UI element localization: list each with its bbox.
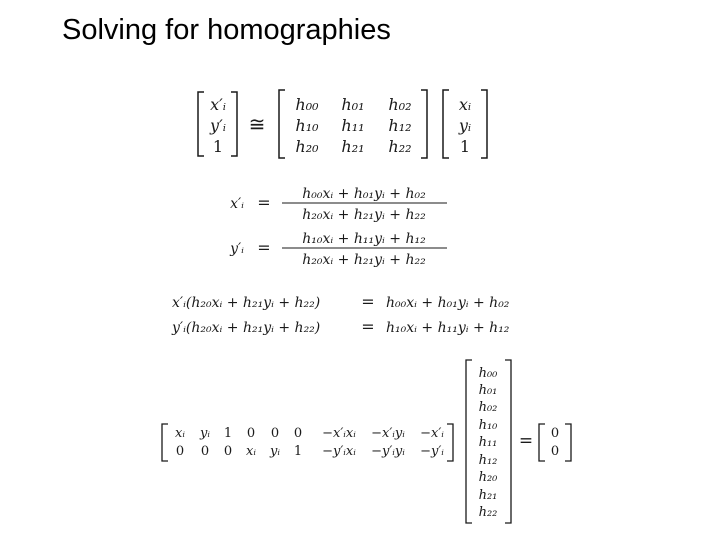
matrix-entry: 0	[200, 444, 210, 459]
h-vector-entry: h₀₀	[478, 366, 498, 381]
rhs-entry: 1	[459, 137, 471, 156]
zero-vector-entry: 0	[550, 426, 560, 441]
bracket-left	[539, 424, 545, 461]
h-vector-entry: h₀₂	[478, 400, 498, 415]
h-vector-entry: h₂₂	[478, 505, 498, 520]
matrix-entry: h₁₁	[341, 116, 365, 135]
bracket-left	[198, 92, 204, 156]
equals-sign: =	[257, 238, 271, 257]
matrix-entry: −y′ᵢxᵢ	[322, 444, 356, 459]
lhs-entry: x′ᵢ	[210, 95, 226, 114]
matrix-entry: 0	[293, 426, 303, 441]
h-vector-entry: h₁₁	[478, 435, 498, 450]
h-vector-entry: h₁₂	[478, 453, 498, 468]
matrix-entry: 0	[270, 426, 280, 441]
equals-sign: =	[361, 292, 375, 311]
matrix-entry: h₂₂	[388, 137, 412, 156]
matrix-entry: xᵢ	[246, 444, 256, 459]
matrix-entry: h₂₀	[295, 137, 319, 156]
equals-sign: =	[361, 317, 375, 336]
linear-system-equation	[162, 360, 571, 523]
matrix-entry: h₁₀	[295, 116, 319, 135]
h-vector-entry: h₂₀	[478, 470, 498, 485]
matrix-entry: −x′ᵢxᵢ	[322, 426, 356, 441]
numerator: h₁₀xᵢ + h₁₁yᵢ + h₁₂	[302, 231, 426, 247]
cross-lhs: y′ᵢ(h₂₀xᵢ + h₂₁yᵢ + h₂₂)	[172, 320, 321, 336]
ratio-x-equation	[230, 186, 447, 223]
matrix-entry: h₂₁	[341, 137, 365, 156]
matrix-entry: h₀₀	[295, 95, 319, 114]
lhs-entry: y′ᵢ	[210, 116, 226, 135]
matrix-entry: h₁₂	[388, 116, 412, 135]
bracket-left	[466, 360, 472, 523]
matrix-entry: 0	[175, 444, 185, 459]
bracket-right	[481, 90, 487, 158]
rhs-entry: yᵢ	[458, 116, 472, 135]
h-vector-entry: h₁₀	[478, 418, 498, 433]
matrix-entry: −x′ᵢyᵢ	[371, 426, 405, 441]
denominator: h₂₀xᵢ + h₂₁yᵢ + h₂₂	[302, 252, 426, 268]
ratio-lhs: y′ᵢ	[230, 241, 244, 257]
cross-rhs: h₁₀xᵢ + h₁₁yᵢ + h₁₂	[386, 320, 510, 336]
bracket-right	[421, 90, 427, 158]
h-vector-entry: h₂₁	[478, 488, 498, 503]
matrix-entry: −x′ᵢ	[420, 426, 444, 441]
cross-rhs: h₀₀xᵢ + h₀₁yᵢ + h₀₂	[386, 295, 510, 311]
lhs-entry: 1	[212, 137, 224, 156]
matrix-entry: 0	[223, 444, 233, 459]
matrix-entry: 1	[293, 444, 303, 459]
matrix-entry: −y′ᵢyᵢ	[371, 444, 405, 459]
bracket-right	[565, 424, 571, 461]
bracket-right	[447, 424, 453, 461]
equals-sign: =	[257, 193, 271, 212]
cross-multiplied-equations	[171, 292, 510, 336]
homography-equation	[198, 90, 487, 158]
h-vector-entry: h₀₁	[478, 383, 498, 398]
matrix-entry: h₀₁	[341, 95, 365, 114]
bracket-left	[443, 90, 449, 158]
bracket-right	[505, 360, 511, 523]
matrix-entry: −y′ᵢ	[420, 444, 444, 459]
bracket-left	[279, 90, 285, 158]
rhs-entry: xᵢ	[458, 95, 472, 114]
ratio-lhs: x′ᵢ	[230, 196, 244, 212]
matrix-entry: yᵢ	[270, 444, 280, 459]
matrix-entry: h₀₂	[388, 95, 412, 114]
zero-vector-entry: 0	[550, 444, 560, 459]
ratio-y-equation	[229, 231, 447, 268]
numerator: h₀₀xᵢ + h₀₁yᵢ + h₀₂	[302, 186, 426, 202]
equals-sign: =	[518, 431, 534, 451]
denominator: h₂₀xᵢ + h₂₁yᵢ + h₂₂	[302, 207, 426, 223]
matrix-entry: 0	[246, 426, 256, 441]
matrix-entry: xᵢ	[175, 426, 185, 441]
congruence-symbol: ≅	[248, 112, 266, 136]
matrix-entry: 1	[223, 426, 233, 441]
matrix-entry: yᵢ	[200, 426, 210, 441]
cross-lhs: x′ᵢ(h₂₀xᵢ + h₂₁yᵢ + h₂₂)	[172, 295, 321, 311]
bracket-right	[231, 92, 237, 156]
slide-title: Solving for homographies	[62, 14, 391, 46]
bracket-left	[162, 424, 168, 461]
